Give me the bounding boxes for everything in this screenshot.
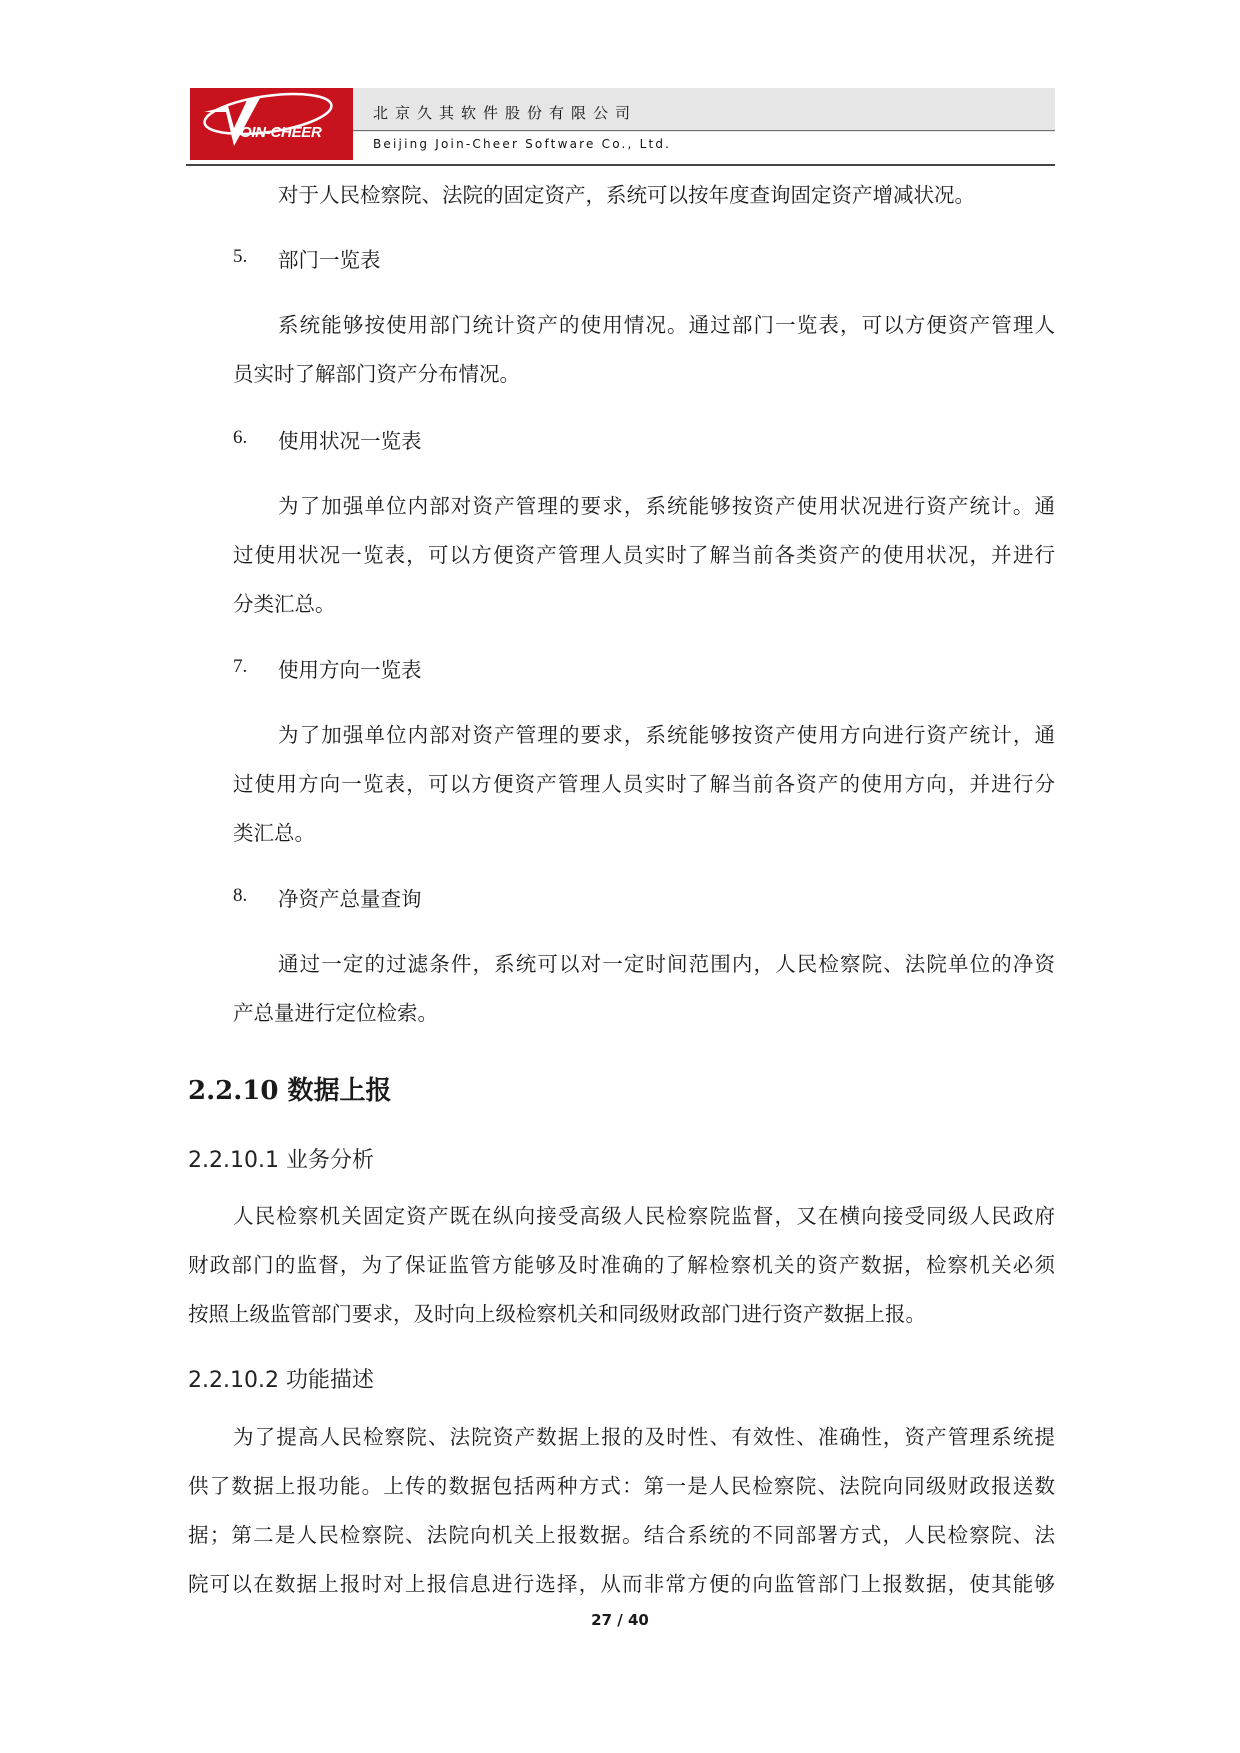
paragraph-line: 财政部门的监督，为了保证监管方能够及时准确的了解检察机关的资产数据，检察机关必须	[188, 1253, 1055, 1277]
list-item-title: 净资产总量查询	[278, 887, 422, 911]
paragraph-line: 分类汇总。	[233, 592, 336, 616]
list-number: 8.	[233, 885, 248, 906]
paragraph-line: 类汇总。	[233, 821, 315, 845]
logo-text: JOIN-CHEER	[232, 124, 322, 141]
paragraph-line: 据；第二是人民检察院、法院向机关上报数据。结合系统的不同部署方式，人民检察院、法	[188, 1523, 1055, 1547]
list-item-title: 使用方向一览表	[278, 658, 422, 682]
paragraph-line: 为了加强单位内部对资产管理的要求，系统能够按资产使用方向进行资产统计，通	[278, 723, 1055, 747]
paragraph-line: 通过一定的过滤条件，系统可以对一定时间范围内，人民检察院、法院单位的净资	[278, 952, 1055, 976]
list-item-title: 使用状况一览表	[278, 429, 422, 453]
paragraph-line: 产总量进行定位检索。	[233, 1001, 438, 1025]
paragraph-line: 为了加强单位内部对资产管理的要求，系统能够按资产使用状况进行资产统计。通	[278, 494, 1055, 518]
section-heading: 2.2.10 数据上报	[188, 1076, 392, 1106]
paragraph-line: 对于人民检察院、法院的固定资产，系统可以按年度查询固定资产增减状况。	[278, 183, 975, 207]
company-logo	[190, 88, 353, 160]
paragraph-line: 按照上级监管部门要求，及时向上级检察机关和同级财政部门进行资产数据上报。	[188, 1302, 926, 1326]
list-number: 5.	[233, 246, 248, 267]
company-name-box	[353, 88, 1055, 151]
paragraph-line: 供了数据上报功能。上传的数据包括两种方式：第一是人民检察院、法院向同级财政报送数	[188, 1474, 1055, 1498]
header-divider	[353, 130, 1055, 131]
paragraph-line: 过使用状况一览表，可以方便资产管理人员实时了解当前各类资产的使用状况，并进行	[233, 543, 1055, 567]
paragraph-line: 过使用方向一览表，可以方便资产管理人员实时了解当前各资产的使用方向，并进行分	[233, 772, 1055, 796]
page-header	[190, 88, 1055, 164]
list-item-title: 部门一览表	[278, 248, 381, 272]
company-name-cn: 北京久其软件股份有限公司	[373, 104, 638, 122]
paragraph-line: 员实时了解部门资产分布情况。	[233, 362, 520, 386]
subsection-heading: 2.2.10.1 业务分析	[188, 1148, 374, 1173]
paragraph-line: 人民检察机关固定资产既在纵向接受高级人民检察院监督，又在横向接受同级人民政府	[233, 1204, 1055, 1228]
paragraph-line: 为了提高人民检察院、法院资产数据上报的及时性、有效性、准确性，资产管理系统提	[233, 1425, 1055, 1449]
page-number: 27 / 40	[591, 1611, 649, 1629]
subsection-heading: 2.2.10.2 功能描述	[188, 1368, 374, 1393]
list-number: 6.	[233, 427, 248, 448]
header-rule	[186, 164, 1055, 166]
paragraph-line: 院可以在数据上报时对上报信息进行选择，从而非常方便的向监管部门上报数据，使其能够	[188, 1572, 1055, 1596]
list-number: 7.	[233, 656, 248, 677]
paragraph-line: 系统能够按使用部门统计资产的使用情况。通过部门一览表，可以方便资产管理人	[278, 313, 1055, 337]
company-name-en: Beijing Join-Cheer Software Co., Ltd.	[373, 137, 672, 151]
